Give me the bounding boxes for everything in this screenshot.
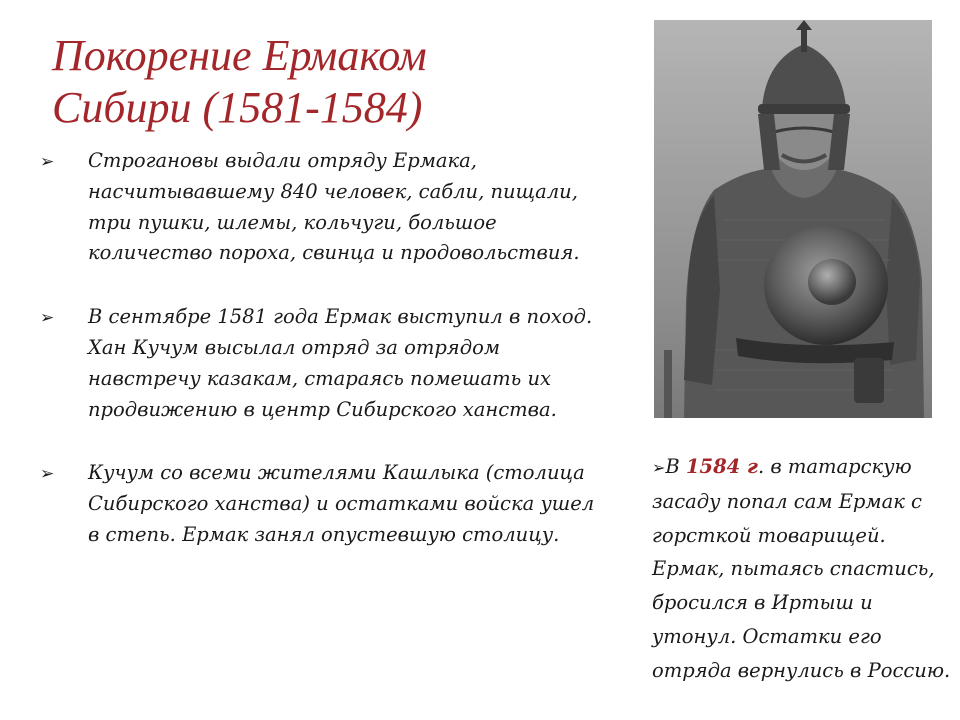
- statue-illustration: [654, 20, 932, 418]
- bullet-text: В сентябре 1581 года Ермак выступил в поход. Хан Кучум высылал отряд за отрядом навстречу казакам, стараясь помешать их продвижению в центр Сибирского ханства.: [88, 305, 593, 421]
- side-note-year: 1584 г: [685, 455, 758, 478]
- bullet-list: [40, 146, 600, 584]
- arrow-bullet-icon: ➢: [652, 458, 666, 477]
- arrow-bullet-icon: ➢: [40, 152, 55, 172]
- arrow-bullet-icon: ➢: [40, 464, 55, 485]
- bullet-text: Кучум со всеми жителями Кашлыка (столица Сибирского ханства) и остатками войска ушел в степь. Ермак занял опустевшую столицу.: [88, 461, 595, 546]
- side-note-text: . в татарскую засаду попал сам Ермак с горсткой товарищей. Ермак, пытаясь спастись, бросился в Иртыш и утонул. Остатки его отряда вернулись в Россию.: [652, 455, 951, 682]
- bullet-item: [40, 458, 600, 550]
- bullet-item: [40, 146, 600, 269]
- title-line-2: Сибири (1581-1584): [52, 83, 423, 132]
- ermak-statue-photo: [654, 20, 932, 418]
- title-line-1: Покорение Ермаком: [52, 31, 427, 80]
- side-note-prefix: В: [665, 455, 686, 478]
- arrow-bullet-icon: ➢: [40, 308, 55, 329]
- bullet-text: Строгановы выдали отряду Ермака, насчитывавшему 840 человек, сабли, пищали, три пушки, шлемы, кольчуги, большое количество пороха, свинца и продовольствия.: [88, 149, 580, 265]
- slide-title: [52, 30, 612, 134]
- side-note: [652, 450, 952, 688]
- bullet-item: [40, 302, 600, 425]
